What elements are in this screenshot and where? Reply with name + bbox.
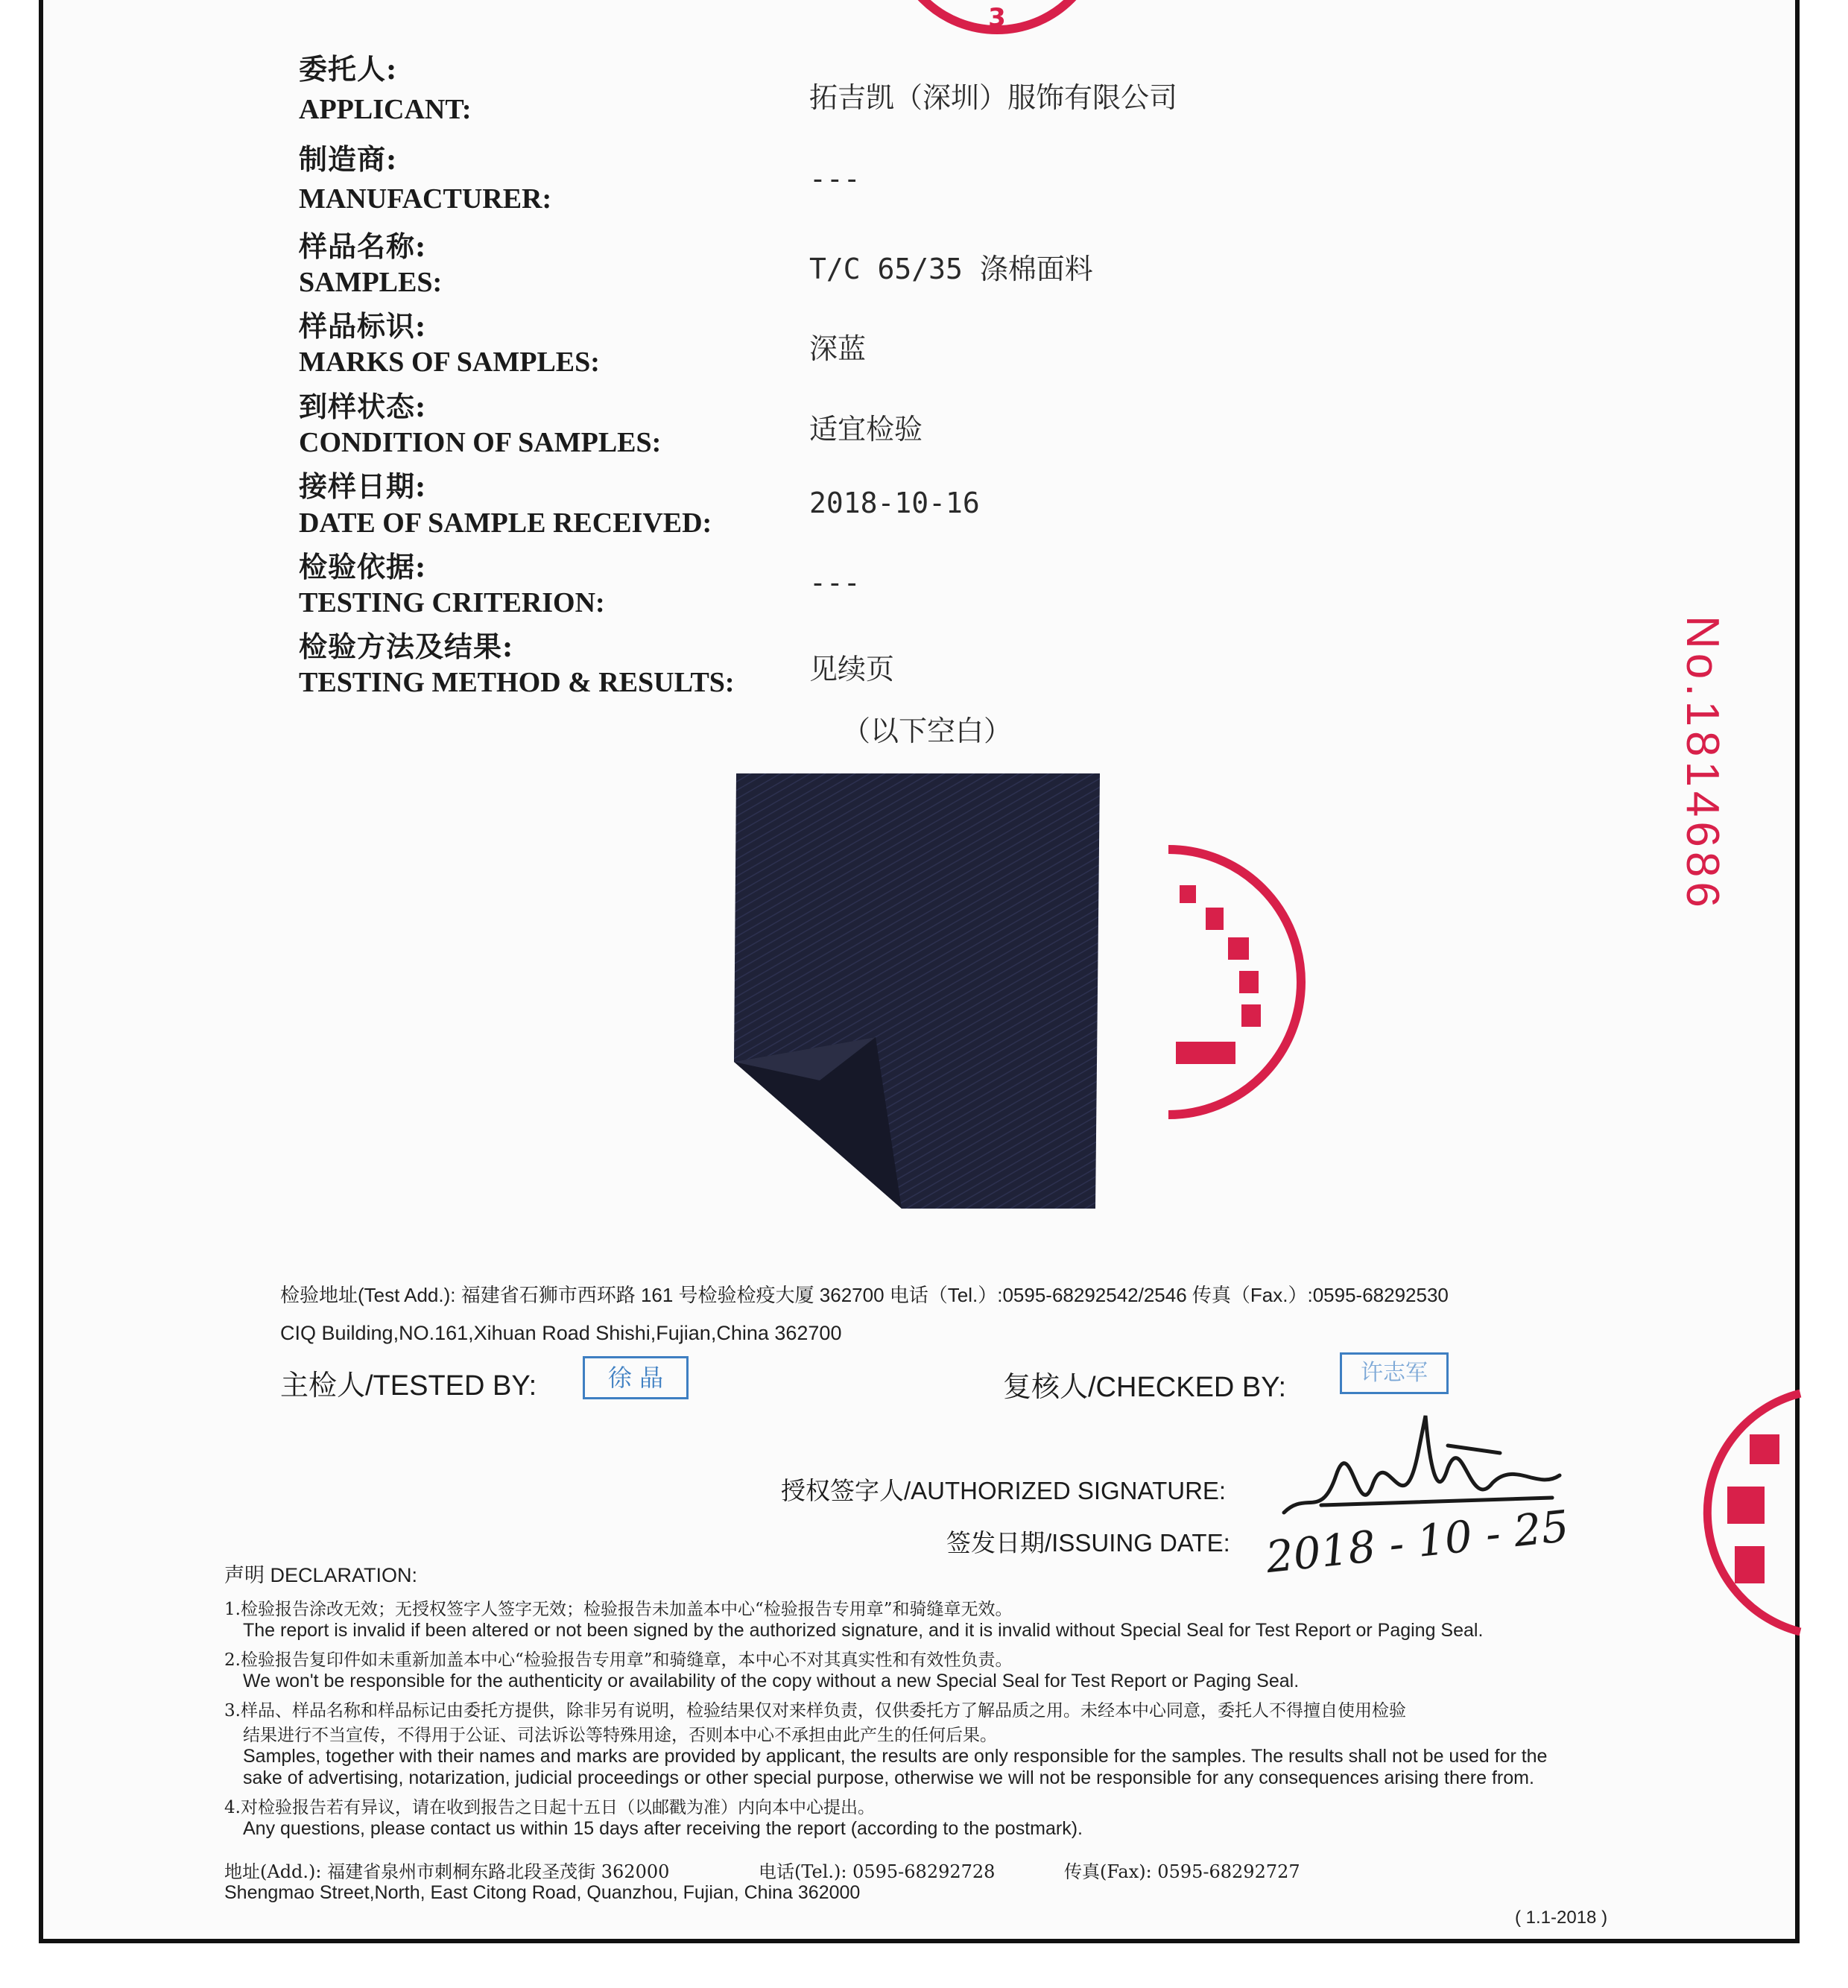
declaration-item-4-cn: 4.对检验报告若有异议，请在收到报告之日起十五日（以邮戳为准）内向本中心提出。 [224, 1798, 875, 1817]
issuing-date-label: 签发日期/ISSUING DATE: [946, 1529, 1230, 1557]
label-date-received-en: DATE OF SAMPLE RECEIVED: [299, 507, 712, 539]
declaration-item-4-en: Any questions, please contact us within 15 days after receiving the report (according to the postmark). [243, 1818, 1083, 1839]
label-criterion-en: TESTING CRITERION: [299, 587, 605, 618]
test-address-en: CIQ Building,NO.161,Xihuan Road Shishi,Fujian,China 362700 [280, 1322, 842, 1344]
value-samples: T/C 65/35 涤棉面料 [809, 253, 1093, 285]
declaration-item-3-cn: 3.样品、样品名称和样品标记由委托方提供，除非另有说明，检验结果仅对来样负责，仅供委托方了解品质之用。未经本中心同意，委托人不得擅自使用检验 [224, 1701, 1406, 1720]
label-marks-cn: 样品标识: [299, 309, 427, 343]
handwritten-issuing-date: 2018 - 10 - 25 [1263, 1500, 1572, 1583]
value-applicant: 拓吉凯（深圳）服饰有限公司 [809, 81, 1178, 114]
label-manufacturer-en: MANUFACTURER: [299, 183, 552, 215]
label-manufacturer-cn: 制造商: [299, 142, 398, 176]
label-samples-cn: 样品名称: [299, 229, 427, 263]
right-side-seal [1146, 841, 1310, 1124]
value-condition: 适宜检验 [809, 413, 923, 446]
value-method: 见续页 [809, 653, 895, 686]
footer-address-en: Shengmao Street,North, East Citong Road, Quanzhou, Fujian, China 362000 [224, 1882, 861, 1903]
footer-fax: 传真(Fax): 0595-68292727 [1064, 1861, 1300, 1882]
tested-by-label: 主检人/TESTED BY: [280, 1370, 537, 1402]
value-manufacturer: --- [809, 162, 861, 195]
declaration-block [224, 1559, 1640, 1840]
label-method-en: TESTING METHOD & RESULTS: [299, 667, 735, 698]
label-method-cn: 检验方法及结果: [299, 630, 514, 663]
declaration-item-2-en: We won't be responsible for the authenticity or availability of the copy without a new Special Seal for Test Report or Paging Seal. [243, 1671, 1300, 1691]
top-seal [878, 0, 1116, 52]
edge-seal [1697, 1390, 1802, 1636]
value-marks: 深蓝 [809, 332, 867, 365]
blank-note: （以下空白） [842, 715, 1013, 747]
declaration-item-3-cn-cont: 结果进行不当宣传，不得用于公证、司法诉讼等特殊用途，否则本中心不承担由此产生的任何后果。 [243, 1726, 997, 1745]
tested-by-stamp: 徐 晶 [583, 1356, 689, 1399]
top-seal-number: 3 [988, 3, 1006, 33]
fabric-sample-image [730, 767, 1106, 1215]
label-applicant-en: APPLICANT: [299, 94, 472, 125]
label-samples-en: SAMPLES: [299, 267, 443, 298]
authorized-signature-label: 授权签字人/AUTHORIZED SIGNATURE: [781, 1477, 1227, 1504]
declaration-item-1-cn: 1.检验报告涂改无效；无授权签字人签字无效；检验报告未加盖本中心“检验报告专用章”和骑缝章无效。 [224, 1600, 1013, 1619]
test-address-cn: 检验地址(Test Add.): 福建省石狮市西环路 161 号检验检疫大厦 362700 电话（Tel.）:0595-68292542/2546 传真（Fax.）:0595-68292530 [280, 1284, 1449, 1306]
declaration-item-3-en-1: Samples, together with their names and marks are provided by applicant, the results are only responsible for the samples. The results shall not be used for the [243, 1746, 1548, 1767]
declaration-title: 声明 DECLARATION: [224, 1564, 418, 1586]
checked-by-stamp: 许志军 [1340, 1352, 1449, 1394]
checked-by-label: 复核人/CHECKED BY: [1003, 1372, 1287, 1403]
label-applicant-cn: 委托人: [299, 52, 398, 86]
declaration-item-2-cn: 2.检验报告复印件如未重新加盖本中心“检验报告专用章”和骑缝章，本中心不对其真实性和有效性负责。 [224, 1650, 1013, 1670]
value-criterion: --- [809, 566, 861, 599]
form-version: ( 1.1-2018 ) [1515, 1908, 1608, 1928]
label-marks-en: MARKS OF SAMPLES: [299, 346, 600, 378]
footer-tel: 电话(Tel.): 0595-68292728 [759, 1861, 996, 1882]
report-sheet [39, 0, 1800, 1943]
report-number: No.1814686 [1677, 615, 1728, 912]
declaration-item-1-en: The report is invalid if been altered or not been signed by the authorized signature, and it is invalid without Special Seal for Test Report or Paging Seal. [243, 1620, 1484, 1641]
label-condition-cn: 到样状态: [299, 390, 427, 423]
label-criterion-cn: 检验依据: [299, 550, 427, 583]
label-date-received-cn: 接样日期: [299, 469, 427, 503]
declaration-item-3-en-2: sake of advertising, notarization, judicial proceedings or other special purpose, otherwise we will not be responsible for any consequences arising there from. [243, 1767, 1534, 1788]
footer-address-cn: 地址(Add.): 福建省泉州市刺桐东路北段圣茂街 362000 [224, 1861, 670, 1882]
label-condition-en: CONDITION OF SAMPLES: [299, 427, 662, 458]
value-date-received: 2018-10-16 [809, 487, 980, 519]
